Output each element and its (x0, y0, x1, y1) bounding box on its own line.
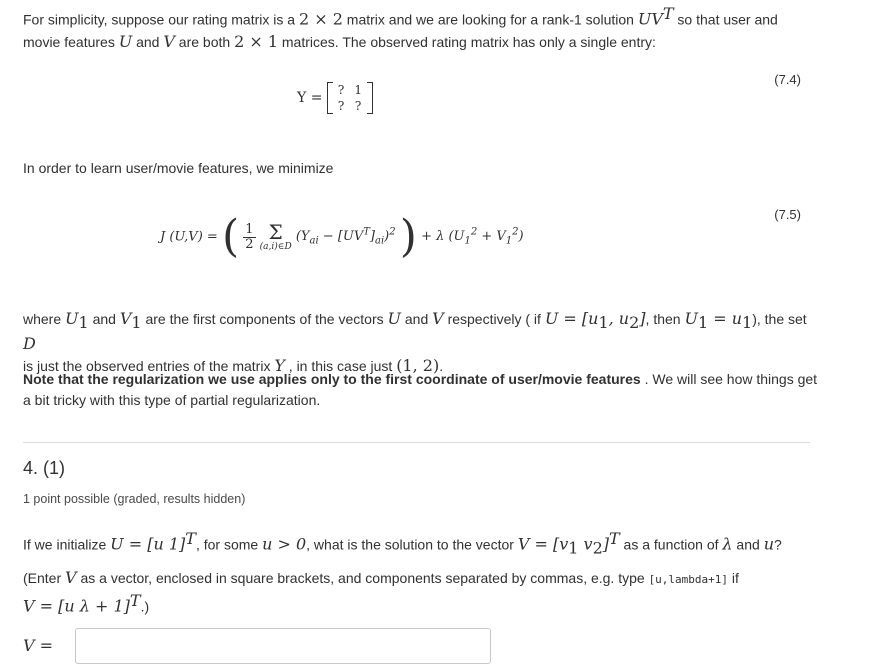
equation-7-4: Y = ? 1 ? ? (297, 82, 373, 114)
points-info: 1 point possible (graded, results hidden) (23, 492, 246, 506)
input-hint: (Enter V as a vector, enclosed in square brackets, and components separated by commas, e.g. type [u,lambda+1] if V = [u λ + 1]$^T$.) (23, 568, 739, 616)
half-fraction: $\frac{1}{2}$ (245, 221, 254, 252)
regularization-note: Note that the regularization we use applies only to the first coordinate of user/movie features . We will see how things get a bit tricky with this type of partial regularization. (23, 371, 818, 408)
section-divider (23, 442, 810, 443)
equation-number-7-4: (7.4) (774, 72, 801, 87)
example-code: [u,lambda+1] (648, 573, 729, 586)
problem-title: 4. (1) (23, 458, 66, 478)
answer-input[interactable] (75, 628, 491, 664)
question-text: If we initialize U = [u 1]$^T$, for some u > 0, what is the solution to the vector $V = [v_1$ $v_2]^T$ as a function of λ and u? (23, 529, 782, 558)
minimize-text: In order to learn user/movie features, we minimize (23, 160, 334, 176)
equation-7-5: J (U,V) = ( $\frac{1}{2}$ Σ (a,i)∈D $(Y_{ai} - [UV^T]_{ai})^2$ ) + λ $(U_1^2 + V_1^2)$ (160, 211, 524, 262)
where-paragraph: where $U_1$ and $V_1$ are the first components of the vectors U and V respectively ( if $U = [u_1$, $u_2$], then $U_1 = u_1$), the set D is just the observed entries of the matrix Y , in this case just (1, 2). (23, 309, 807, 375)
summation: Σ (a,i)∈D (259, 220, 292, 252)
rating-matrix: ? 1 ? ? (327, 82, 373, 114)
intro-paragraph: For simplicity, suppose our rating matrix is a 2 × 2 matrix and we are looking for a rank-1 solution $UV^T$ so that user and movie features U and V are both 2 × 1 matrices. The observed rating matrix has only a single entry: (23, 4, 778, 51)
equation-number-7-5: (7.5) (774, 207, 801, 222)
answer-label: V = (23, 636, 54, 655)
